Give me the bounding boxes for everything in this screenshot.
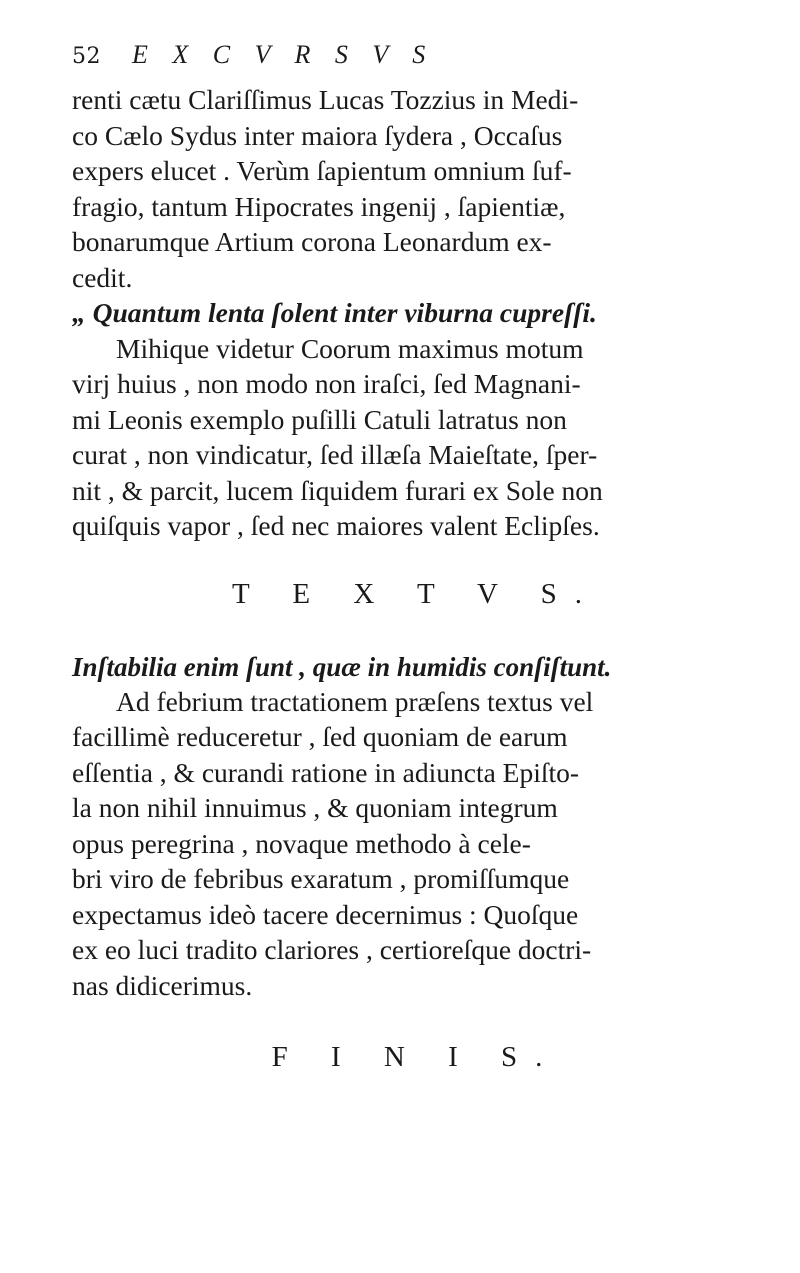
paragraph-1 <box>72 82 760 331</box>
text-line: mi Leonis exemplo puſilli Catuli latratus non <box>72 403 567 435</box>
text-line: bri viro de febribus exaratum , promiſſumque <box>72 863 570 894</box>
paragraph-2 <box>72 331 760 544</box>
text-line: nit , & parcit, lucem ſiquidem furari ex Sole non <box>72 474 603 506</box>
text-line: fragio, tantum Hipocrates ingenij , ſapientiæ, <box>72 190 566 222</box>
lemma-line: Inſtabilia enim ſunt , quæ in humidis conſiſtunt. <box>72 651 612 682</box>
paragraph-3 <box>72 650 760 1004</box>
page-header <box>72 40 760 82</box>
section-heading: T E X T V S. <box>231 577 601 610</box>
text-line: eſſentia , & curandi ratione in adiuncta Epiſto- <box>72 756 580 788</box>
text-line: curat , non vindicatur, ſed illæſa Maieſtate, ſper- <box>72 439 598 470</box>
text-line: cedit. <box>72 261 133 293</box>
page-number: 52 <box>72 44 101 69</box>
text-line: co Cælo Sydus inter maiora ſydera , Occaſus <box>72 119 563 151</box>
text-line: quiſquis vapor , ſed nec maiores valent Eclipſes. <box>72 510 600 541</box>
finis-heading: F I N I S. <box>271 1041 561 1073</box>
text-line: Ad febrium tractationem præſens textus vel <box>116 685 594 717</box>
text-line: ex eo luci tradito clariores , certioreſque doctri- <box>72 934 592 965</box>
text-line: renti cætu Clariſſimus Lucas Tozzius in Medi- <box>72 84 579 115</box>
quotation-line: „ Quantum lenta ſolent inter viburna cupreſſi. <box>72 297 597 328</box>
text-line: virj huius , non modo non iraſci, ſed Magnani- <box>72 368 581 399</box>
text-line: Mihique videtur Coorum maximus motum <box>116 332 584 364</box>
running-head: E X C V R S V S <box>132 40 428 69</box>
text-line: nas didicerimus. <box>72 969 253 1001</box>
text-line: facillimè reduceretur , ſed quoniam de earum <box>72 721 568 752</box>
text-line: la non nihil innuimus , & quoniam integrum <box>72 792 558 823</box>
text-line: expectamus ideò tacere decernimus : Quoſque <box>72 898 579 930</box>
text-line: bonarumque Artium corona Leonardum ex- <box>72 226 552 257</box>
text-line: expers elucet . Verùm ſapientum omnium ſuf- <box>72 155 572 186</box>
text-line: opus peregrina , novaque methodo à cele- <box>72 827 531 859</box>
